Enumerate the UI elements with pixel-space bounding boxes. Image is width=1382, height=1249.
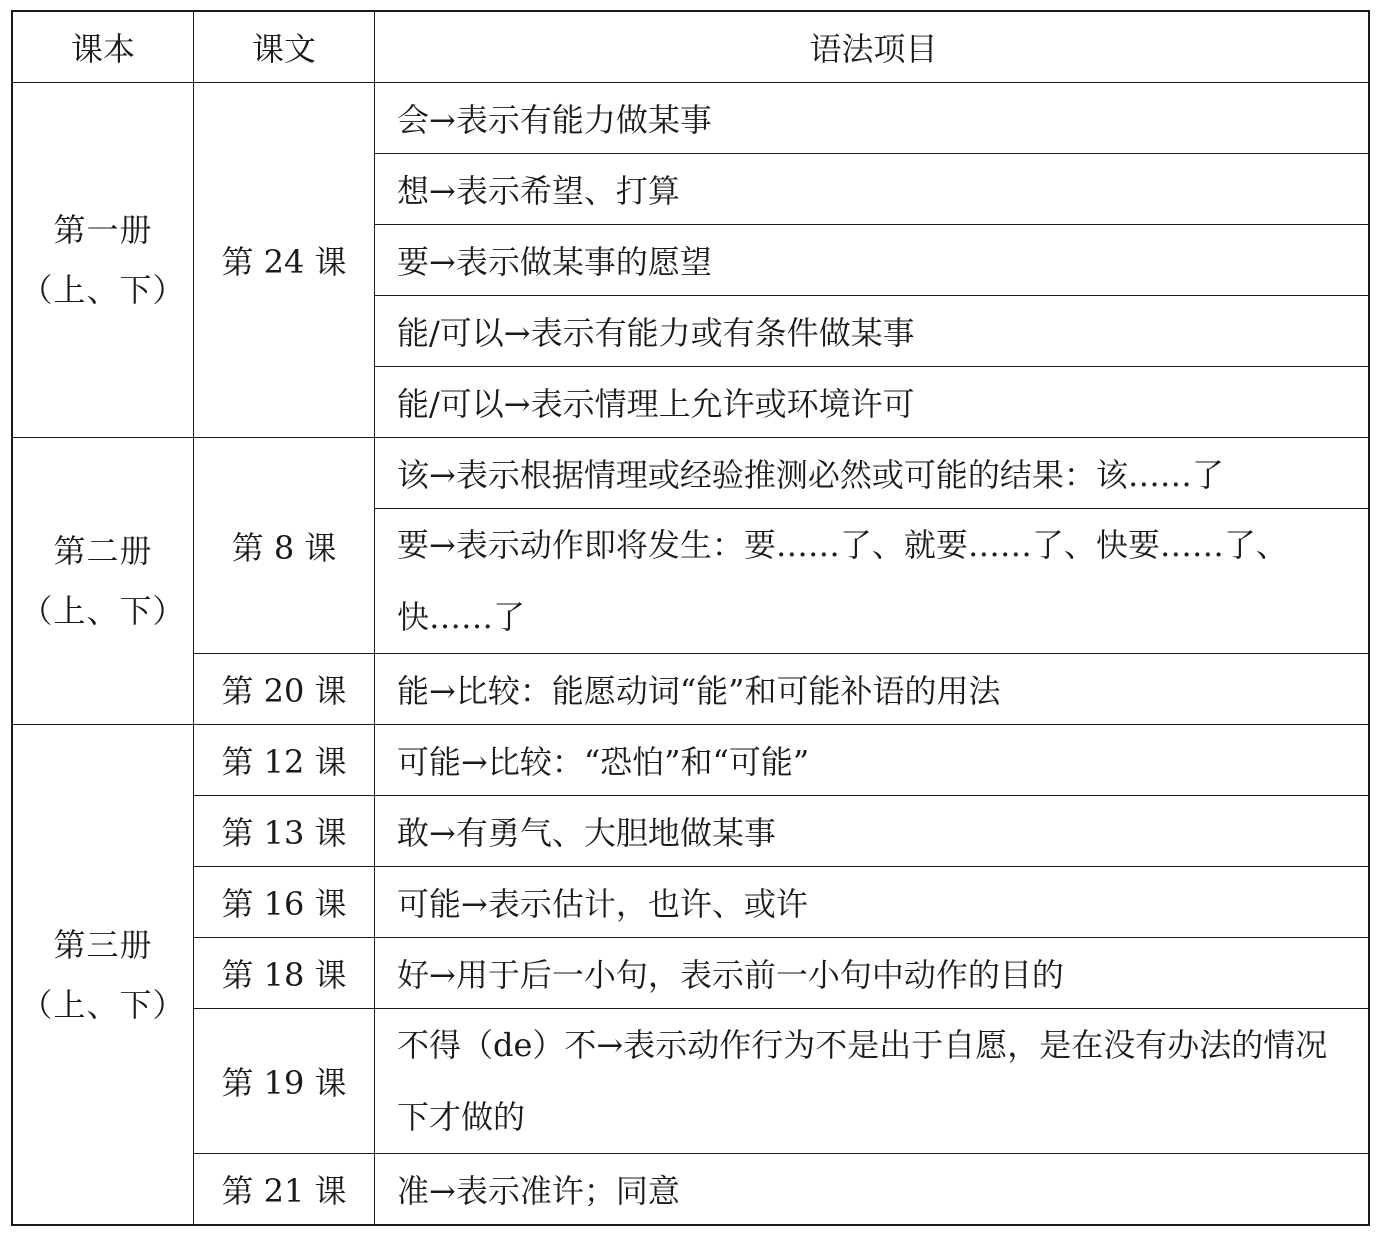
book-name: 第一册 bbox=[53, 211, 153, 249]
table-row bbox=[12, 938, 1369, 1009]
lesson-cell: 第 18 课 bbox=[194, 938, 375, 1009]
header-book: 课本 bbox=[12, 11, 194, 83]
grammar-item: 能→比较：能愿动词“能”和可能补语的用法 bbox=[375, 654, 1370, 725]
book-name: 第三册 bbox=[53, 925, 153, 964]
grammar-table bbox=[11, 10, 1370, 1226]
lesson-cell: 第 24 课 bbox=[194, 83, 375, 438]
table-row bbox=[12, 725, 1369, 796]
grammar-item: 该→表示根据情理或经验推测必然或可能的结果：该……了 bbox=[375, 438, 1370, 509]
grammar-item: 准→表示准许；同意 bbox=[375, 1154, 1370, 1226]
book-name: 第二册 bbox=[53, 532, 153, 570]
book-volume: （上、下） bbox=[20, 271, 186, 309]
lesson-cell: 第 20 课 bbox=[194, 654, 375, 725]
lesson-cell: 第 16 课 bbox=[194, 867, 375, 938]
grammar-table-wrapper bbox=[11, 10, 1370, 1226]
grammar-item: 好→用于后一小句，表示前一小句中动作的目的 bbox=[375, 938, 1370, 1009]
book-cell bbox=[12, 438, 194, 725]
grammar-item: 要→表示动作即将发生：要……了、就要……了、快要……了、快……了 bbox=[375, 509, 1370, 654]
grammar-item: 不得（de）不→表示动作行为不是出于自愿，是在没有办法的情况下才做的 bbox=[375, 1009, 1370, 1154]
lesson-cell: 第 13 课 bbox=[194, 796, 375, 867]
lesson-cell: 第 21 课 bbox=[194, 1154, 375, 1226]
table-row bbox=[12, 83, 1369, 154]
book-volume: （上、下） bbox=[20, 592, 186, 630]
table-row bbox=[12, 438, 1369, 509]
grammar-item: 能/可以→表示情理上允许或环境许可 bbox=[375, 367, 1370, 438]
table-row bbox=[12, 796, 1369, 867]
grammar-item: 可能→比较：“恐怕”和“可能” bbox=[375, 725, 1370, 796]
table-row bbox=[12, 654, 1369, 725]
grammar-item: 想→表示希望、打算 bbox=[375, 154, 1370, 225]
book-cell bbox=[12, 83, 194, 438]
grammar-item: 要→表示做某事的愿望 bbox=[375, 225, 1370, 296]
table-row bbox=[12, 1154, 1369, 1226]
table-row bbox=[12, 867, 1369, 938]
header-lesson: 课文 bbox=[194, 11, 375, 83]
grammar-item: 可能→表示估计，也许、或许 bbox=[375, 867, 1370, 938]
grammar-item: 能/可以→表示有能力或有条件做某事 bbox=[375, 296, 1370, 367]
lesson-cell: 第 8 课 bbox=[194, 438, 375, 654]
table-row bbox=[12, 1009, 1369, 1154]
book-cell bbox=[12, 725, 194, 1226]
grammar-item: 会→表示有能力做某事 bbox=[375, 83, 1370, 154]
header-row bbox=[12, 11, 1369, 83]
book-volume: （上、下） bbox=[20, 985, 186, 1024]
lesson-cell: 第 12 课 bbox=[194, 725, 375, 796]
lesson-cell: 第 19 课 bbox=[194, 1009, 375, 1154]
header-grammar: 语法项目 bbox=[375, 11, 1370, 83]
grammar-item: 敢→有勇气、大胆地做某事 bbox=[375, 796, 1370, 867]
